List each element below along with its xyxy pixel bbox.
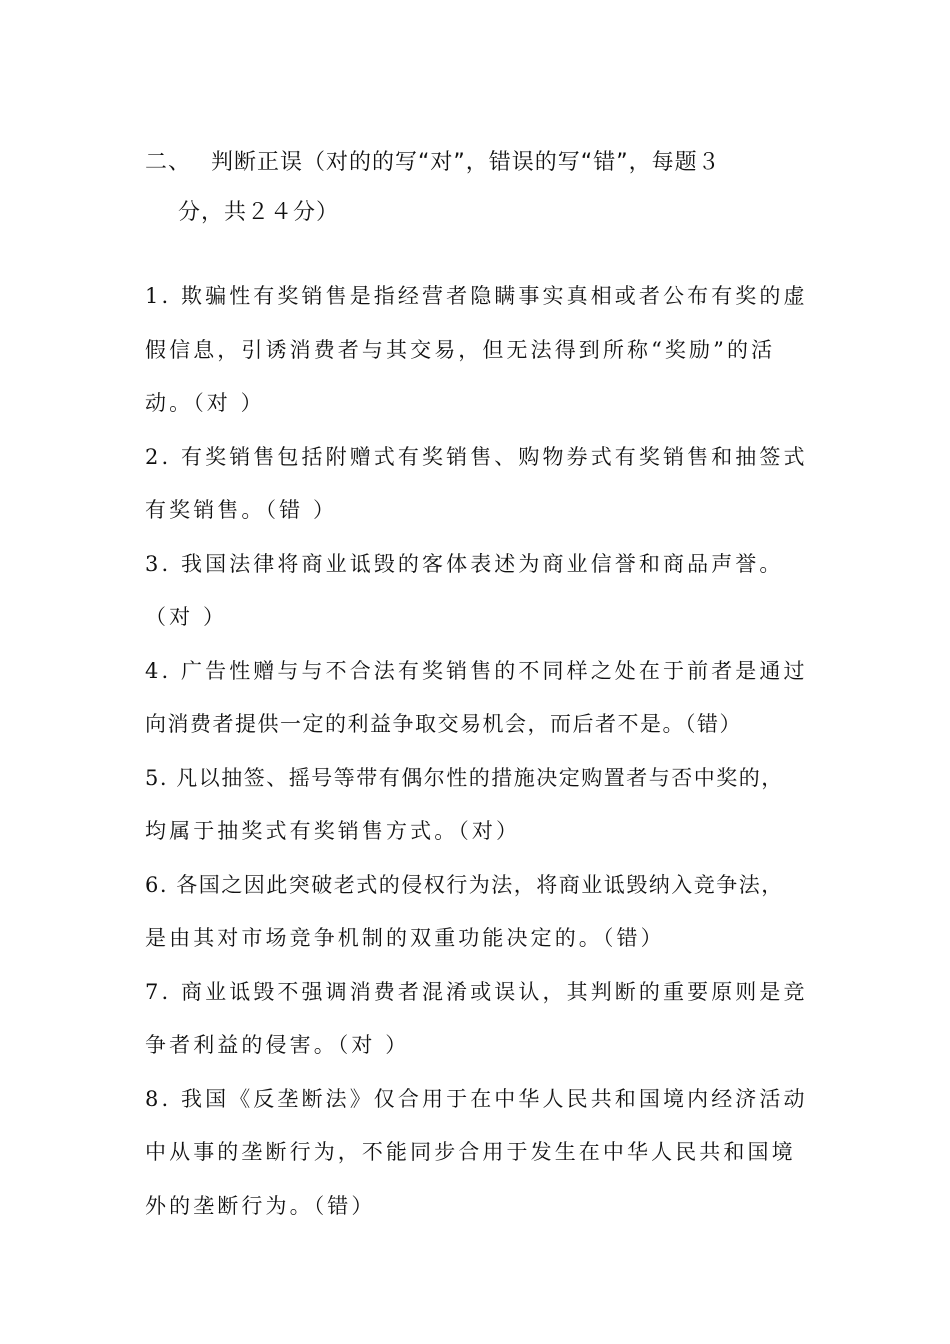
section-title-line1: 判断正误（对的的写“对”，错误的写“错”，每题３	[211, 150, 721, 175]
question-7-line-1: 7. 商业诋毁不强调消费者混淆或误认，其判断的重要原则是竞	[145, 979, 808, 1004]
question-1-line-2: 假信息，引诱消费者与其交易，但无法得到所称“奖励”的活	[145, 337, 776, 362]
question-3-line-1: 3. 我国法律将商业诋毁的客体表述为商业信誉和商品声誉。	[145, 551, 784, 576]
question-5-line-2: 均属于抽奖式有奖销售方式。（对）	[145, 819, 521, 843]
question-4-line-1: 4. 广告性赠与与不合法有奖销售的不同样之处在于前者是通过	[145, 658, 808, 683]
question-7-line-2: 争者利益的侵害。（对 ）	[145, 1033, 410, 1057]
question-8-line-2: 中从事的垄断行为，不能同步合用于发生在中华人民共和国境	[145, 1140, 796, 1164]
question-8-line-3: 外的垄断行为。（错）	[145, 1193, 376, 1218]
question-5-line-1: 5. 凡以抽签、摇号等带有偶尔性的措施决定购置者与否中奖的，	[145, 765, 784, 790]
section-title-line2: 分，共２４分）	[178, 200, 340, 225]
question-1-line-3: 动。（对 ）	[145, 391, 265, 415]
question-6-line-2: 是由其对市场竞争机制的双重功能决定的。（错）	[145, 926, 665, 950]
question-2-line-1: 2. 有奖销售包括附赠式有奖销售、购物券式有奖销售和抽签式	[145, 444, 808, 469]
question-3-line-2: （对 ）	[145, 605, 228, 629]
question-2-line-2: 有奖销售。（错 ）	[145, 498, 338, 522]
section-number: 二、	[145, 150, 192, 175]
question-6-line-1: 6. 各国之因此突破老式的侵权行为法，将商业诋毁纳入竞争法，	[145, 872, 784, 897]
section-heading	[145, 138, 845, 238]
question-1-line-1: 1. 欺骗性有奖销售是指经营者隐瞒事实真相或者公布有奖的虚	[145, 284, 808, 308]
question-4-line-2: 向消费者提供一定的利益争取交易机会，而后者不是。（错）	[145, 712, 742, 736]
question-list	[145, 270, 825, 1233]
question-8-line-1: 8. 我国《反垄断法》仅合用于在中华人民共和国境内经济活动	[145, 1086, 808, 1111]
